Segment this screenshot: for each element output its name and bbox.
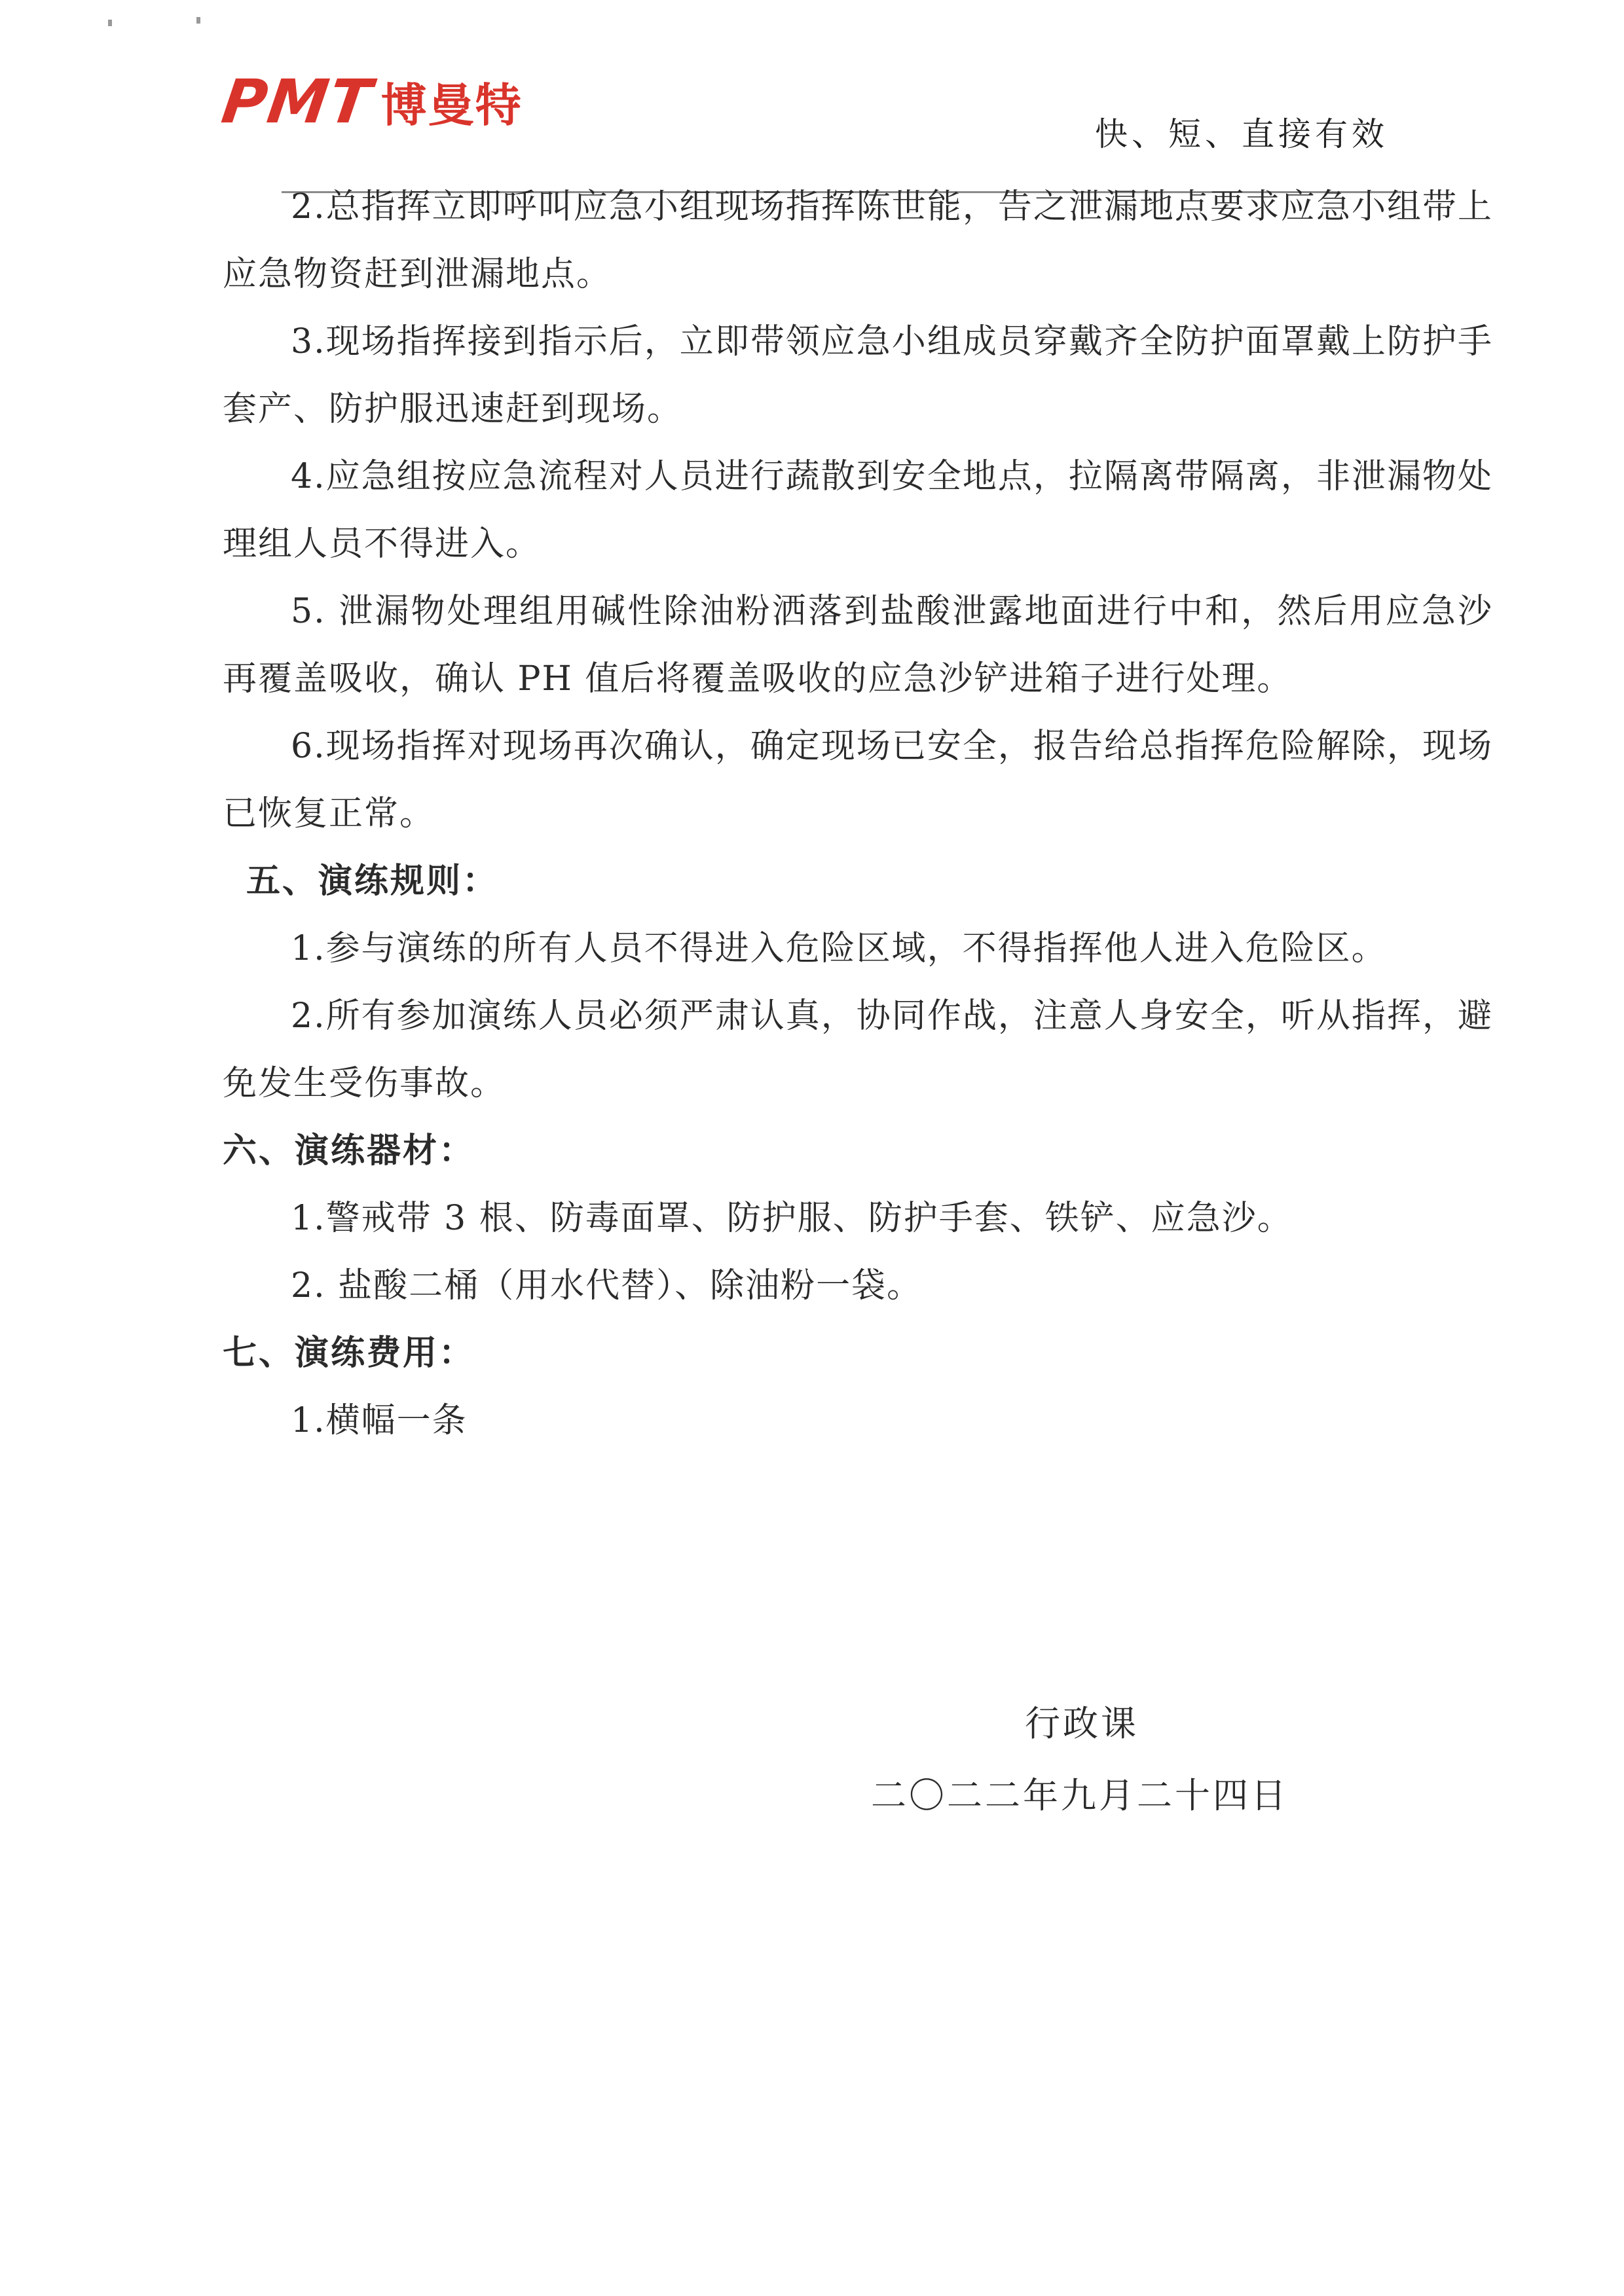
cost-item: 1.横幅一条 <box>291 1401 468 1440</box>
signature-date: 二〇二二年九月二十四日 <box>871 1775 1289 1816</box>
signature-department: 行政课 <box>1025 1703 1139 1744</box>
company-logo <box>217 66 523 137</box>
procedure-step: 4.应急组按应急流程对人员进行蔬散到安全地点，拉隔离带隔离，非泄漏物处理组人员不得进入。 <box>223 457 1493 564</box>
company-slogan: 快、短、直接有效 <box>1095 115 1388 153</box>
rule-item: 2.所有参加演练人员必须严肃认真，协同作战，注意人身安全，听从指挥，避免发生受伤事故。 <box>223 996 1493 1103</box>
scan-artifact <box>196 17 200 24</box>
procedure-step: 5. 泄漏物处理组用碱性除油粉洒落到盐酸泄露地面进行中和，然后用应急沙再覆盖吸收，确认 PH 值后将覆盖吸收的应急沙铲进箱子进行处理。 <box>223 592 1493 699</box>
section-heading-rules: 五、演练规则： <box>246 862 499 901</box>
section-heading-costs: 七、演练费用： <box>223 1334 475 1373</box>
procedure-step: 3.现场指挥接到指示后，立即带领应急小组成员穿戴齐全防护面罩戴上防护手套产、防护服迅速赶到现场。 <box>223 322 1493 429</box>
document-body <box>223 173 1493 1455</box>
section-heading-equipment: 六、演练器材： <box>223 1131 475 1171</box>
procedure-step: 2.总指挥立即呼叫应急小组现场指挥陈世能，告之泄漏地点要求应急小组带上应急物资赶到泄漏地点。 <box>223 187 1493 294</box>
equipment-item: 2. 盐酸二桶（用水代替）、除油粉一袋。 <box>291 1266 923 1305</box>
scan-artifact <box>108 20 112 26</box>
equipment-item: 1.警戒带 3 根、防毒面罩、防护服、防护手套、铁铲、应急沙。 <box>291 1199 1293 1238</box>
letterhead <box>217 62 1388 160</box>
rule-item: 1.参与演练的所有人员不得进入危险区域，不得指挥他人进入危险区。 <box>291 929 1387 968</box>
logo-company-name: 博曼特 <box>380 78 523 132</box>
logo-mark: PMT <box>217 66 377 137</box>
procedure-step: 6.现场指挥对现场再次确认，确定现场已安全，报告给总指挥危险解除，现场已恢复正常。 <box>223 727 1493 833</box>
